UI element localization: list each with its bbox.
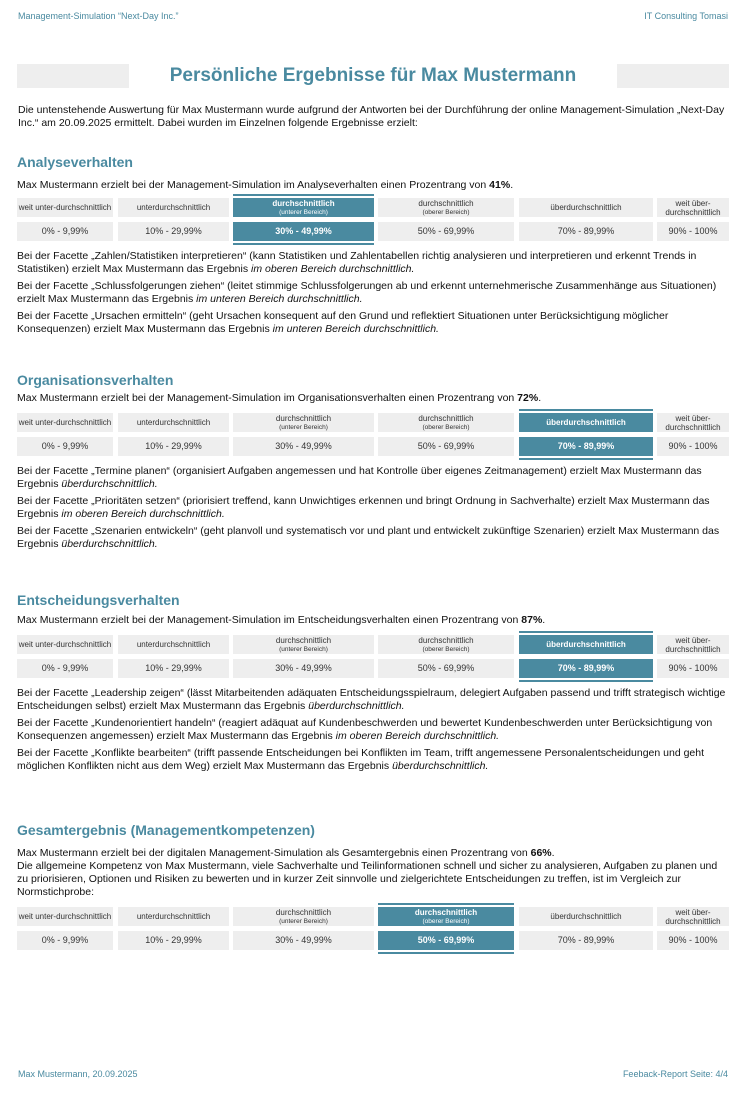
scale-range-1: 0% - 9,99% <box>17 931 113 950</box>
scale-label-text: überdurchschnittlich <box>546 640 626 649</box>
section-analyse <box>17 154 729 340</box>
facet-text: Bei der Facette „Prioritäten setzen“ (priorisiert treffend, kann Unwichtiges erkennen und bringt Ordnung in Sachverhalte) erzielt Max Mustermann das Ergebnis im oberen Bereich durchschnittlich. <box>17 495 710 520</box>
rating-table <box>17 907 729 951</box>
scale-range-1: 0% - 9,99% <box>17 659 113 678</box>
section-gesamt <box>17 822 729 959</box>
facet-text: Bei der Facette „Kundenorientiert handeln“ (reagiert adäquat auf Kundenbeschwerden und bewertet Kundenbeschwerden unter Berücksichtigung von Konsequenzen angemessen) erzielt Max Mustermann das Ergebnis im oberen Bereich durchschnittlich. <box>17 717 713 742</box>
scale-label-5 <box>519 198 653 217</box>
section-heading: Gesamtergebnis (Managementkompetenzen) <box>17 822 315 838</box>
footer-right: Feeback-Report Seite: 4/4 <box>622 1069 728 1079</box>
scale-label-text: unterdurchschnittlich <box>136 203 211 212</box>
scale-label-text: durchschnittlich <box>418 413 474 423</box>
scale-label-4 <box>378 198 514 217</box>
scale-label-text: weit unter-durchschnittlich <box>18 640 112 649</box>
scale-label-text: weit über-durchschnittlich <box>665 635 721 654</box>
scale-label-1 <box>17 198 113 217</box>
scale-label-4 <box>378 413 514 432</box>
scale-label-text: durchschnittlich <box>418 198 474 208</box>
facet-text: Bei der Facette „Termine planen“ (organisiert Aufgaben angemessen und hat Kontrolle über eigenes Zeitmanagement) erzielt Max Mustermann das Ergebnis überdurchschnittlich. <box>17 465 702 490</box>
rating-table <box>17 413 729 457</box>
section-summary: Max Mustermann erzielt bei der digitalen Management-Simulation als Gesamtergebnis einen Prozentrang von 66%. <box>17 847 555 859</box>
scale-range-6: 90% - 100% <box>657 931 729 950</box>
scale-range-6: 90% - 100% <box>657 222 729 241</box>
scale-range-6: 90% - 100% <box>657 659 729 678</box>
selection-marker-top <box>519 631 653 633</box>
scale-range-3: 30% - 49,99% <box>233 437 374 456</box>
scale-label-text: überdurchschnittlich <box>550 912 622 921</box>
scale-label-3 <box>233 635 374 654</box>
scale-label-text: durchschnittlich <box>275 413 332 423</box>
scale-label-text: durchschnittlich <box>272 198 335 208</box>
scale-range-3: 30% - 49,99% <box>233 659 374 678</box>
facet-list <box>17 465 729 551</box>
scale-label-text: durchschnittlich <box>418 635 474 645</box>
scale-label-text: weit über-durchschnittlich <box>665 413 721 432</box>
scale-label-6 <box>657 907 729 926</box>
selection-marker-bottom <box>519 680 653 682</box>
scale-label-6 <box>657 198 729 217</box>
scale-sublabel-text: (oberer Bereich) <box>422 423 470 431</box>
facet-list <box>17 250 729 336</box>
scale-label-6 <box>657 413 729 432</box>
scale-label-text: weit unter-durchschnittlich <box>18 418 112 427</box>
facet-text: Bei der Facette „Zahlen/Statistiken interpretieren“ (kann Statistiken und Zahlentabellen richtig analysieren und interpretieren und erkennt Trends in Statistiken) erzielt Max Mustermann das Ergebnis im oberen Bereich durchschnittlich. <box>17 250 697 275</box>
scale-label-text: durchschnittlich <box>275 635 332 645</box>
scale-range-5: 70% - 89,99% <box>519 437 653 456</box>
scale-label-2 <box>118 413 229 432</box>
scale-label-2 <box>118 198 229 217</box>
scale-label-5 <box>519 413 653 432</box>
section-organisation <box>17 372 729 555</box>
scale-label-3 <box>233 907 374 926</box>
section-summary: Max Mustermann erzielt bei der Management-Simulation im Entscheidungsverhalten einen Prozentrang von 87%. <box>17 614 546 626</box>
footer-left: Max Mustermann, 20.09.2025 <box>18 1069 138 1079</box>
page-title: Persönliche Ergebnisse für Max Mustermann <box>169 65 577 86</box>
scale-label-text: durchschnittlich <box>414 907 478 917</box>
section-summary: Max Mustermann erzielt bei der Management-Simulation im Organisationsverhalten einen Prozentrang von 72%. <box>17 392 542 404</box>
selection-marker-bottom <box>233 243 374 245</box>
scale-sublabel-text: (oberer Bereich) <box>422 917 470 925</box>
scale-range-4: 50% - 69,99% <box>378 931 514 950</box>
scale-label-4 <box>378 635 514 654</box>
scale-label-text: weit unter-durchschnittlich <box>18 912 112 921</box>
title-bar <box>17 64 729 88</box>
selection-marker-top <box>519 409 653 411</box>
scale-range-2: 10% - 29,99% <box>118 931 229 950</box>
section-entscheidung <box>17 592 729 777</box>
scale-label-2 <box>118 635 229 654</box>
scale-label-2 <box>118 907 229 926</box>
scale-range-5: 70% - 89,99% <box>519 931 653 950</box>
scale-range-5: 70% - 89,99% <box>519 222 653 241</box>
facet-text: Bei der Facette „Szenarien entwickeln“ (geht planvoll und systematisch vor und plant und entwickelt zukünftige Szenarien) erzielt Max Mustermann das Ergebnis überdurchschnittlich. <box>17 525 720 550</box>
scale-label-text: weit über-durchschnittlich <box>665 198 721 217</box>
section-heading: Entscheidungsverhalten <box>17 592 180 608</box>
section-heading: Organisationsverhalten <box>17 372 174 388</box>
scale-label-1 <box>17 413 113 432</box>
scale-label-text: überdurchschnittlich <box>550 203 622 212</box>
scale-label-6 <box>657 635 729 654</box>
scale-sublabel-text: (oberer Bereich) <box>422 645 470 653</box>
scale-label-text: durchschnittlich <box>275 907 332 917</box>
scale-label-text: weit über-durchschnittlich <box>665 907 721 926</box>
header-right: IT Consulting Tomasi <box>644 11 728 21</box>
scale-label-text: unterdurchschnittlich <box>136 640 211 649</box>
scale-sublabel-text: (unterer Bereich) <box>279 917 328 925</box>
selection-marker-bottom <box>378 952 514 954</box>
scale-sublabel-text: (unterer Bereich) <box>279 645 328 653</box>
scale-range-4: 50% - 69,99% <box>378 659 514 678</box>
scale-range-1: 0% - 9,99% <box>17 222 113 241</box>
scale-label-1 <box>17 635 113 654</box>
scale-range-4: 50% - 69,99% <box>378 222 514 241</box>
scale-label-3 <box>233 198 374 217</box>
scale-sublabel-text: (unterer Bereich) <box>279 208 328 216</box>
scale-label-text: überdurchschnittlich <box>546 418 626 427</box>
selection-marker-top <box>378 903 514 905</box>
intro-text: Die untenstehende Auswertung für Max Mustermann wurde aufgrund der Antworten bei der Durchführung der online Management-Simulation „Next-Day Inc.“ am 20.09.2025 ermittelt. Dabei wurden im Einzelnen folgende Ergebnisse erzielt: <box>18 104 725 129</box>
facet-text: Bei der Facette „Ursachen ermitteln“ (geht Ursachen konsequent auf den Grund und reflektiert Situationen unter Berücksichtigung möglicher Konsequenzen) erzielt Max Mustermann das Ergebnis im unteren Bereich durchschnittlich. <box>17 310 669 335</box>
section-extra: Die allgemeine Kompetenz von Max Mustermann, viele Sachverhalte und Teilinformationen schnell und sicher zu analysieren, Aufgaben zu planen und zu priorisieren, Optionen und Risiken zu bewerten und in kurzer Zeit sinnvolle und zielgerichtete Entscheidungen zu treffen, ist im Vergleich zur Normstichprobe: <box>17 860 718 898</box>
scale-label-1 <box>17 907 113 926</box>
scale-range-2: 10% - 29,99% <box>118 437 229 456</box>
facet-text: Bei der Facette „Konflikte bearbeiten“ (trifft passende Entscheidungen bei Konflikten im Team, trifft angemessene Personalentscheidungen und geht möglichen Konflikten nicht aus dem Weg) erzielt Max Mustermann das Ergebnis überdurchschnittlich. <box>17 747 705 772</box>
facet-text: Bei der Facette „Leadership zeigen“ (lässt Mitarbeitenden adäquaten Entscheidungsspielraum, delegiert Aufgaben passend und trifft strategisch wichtige Entscheidungen selbst) erzielt Max Mustermann das Ergebnis überdurchschnittlich. <box>17 687 726 712</box>
selection-marker-top <box>233 194 374 196</box>
scale-sublabel-text: (oberer Bereich) <box>422 208 470 216</box>
rating-table <box>17 198 729 242</box>
scale-label-5 <box>519 907 653 926</box>
scale-range-2: 10% - 29,99% <box>118 659 229 678</box>
scale-range-3: 30% - 49,99% <box>233 222 374 241</box>
scale-label-4 <box>378 907 514 926</box>
scale-range-2: 10% - 29,99% <box>118 222 229 241</box>
header-left: Management-Simulation “Next-Day Inc.” <box>18 11 179 21</box>
scale-label-5 <box>519 635 653 654</box>
scale-range-5: 70% - 89,99% <box>519 659 653 678</box>
section-heading: Analyseverhalten <box>17 154 133 170</box>
scale-label-text: unterdurchschnittlich <box>136 418 211 427</box>
scale-label-text: weit unter-durchschnittlich <box>18 203 112 212</box>
scale-range-4: 50% - 69,99% <box>378 437 514 456</box>
scale-label-3 <box>233 413 374 432</box>
scale-range-1: 0% - 9,99% <box>17 437 113 456</box>
scale-label-text: unterdurchschnittlich <box>136 912 211 921</box>
facet-list <box>17 687 729 773</box>
scale-range-6: 90% - 100% <box>657 437 729 456</box>
facet-text: Bei der Facette „Schlussfolgerungen ziehen“ (leitet stimmige Schlussfolgerungen ab und erkennt unternehmerische Zusammenhänge aus Situationen) erzielt Max Mustermann das Ergebnis im unteren Bereich durchschnittlich. <box>17 280 717 305</box>
scale-range-3: 30% - 49,99% <box>233 931 374 950</box>
rating-table <box>17 635 729 679</box>
section-summary: Max Mustermann erzielt bei der Management-Simulation im Analyseverhalten einen Prozentrang von 41%. <box>17 179 514 191</box>
scale-sublabel-text: (unterer Bereich) <box>279 423 328 431</box>
selection-marker-bottom <box>519 458 653 460</box>
